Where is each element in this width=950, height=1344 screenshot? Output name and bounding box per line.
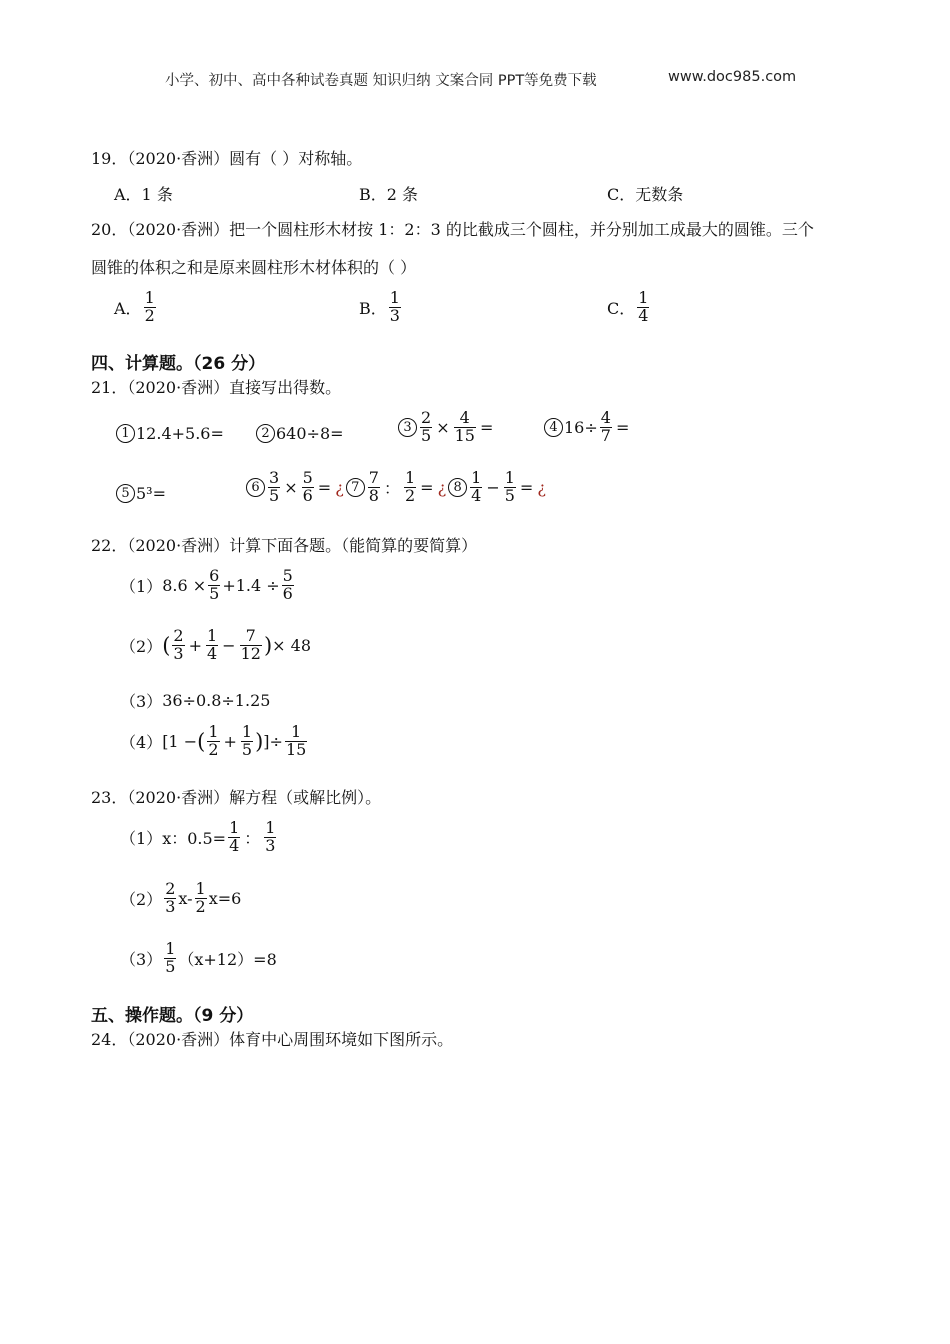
inverted-question-glyph: ¿ bbox=[335, 477, 344, 497]
frac-den: 2 bbox=[208, 739, 219, 759]
q21-item-8-frac1 bbox=[470, 470, 482, 505]
q21-item-2 bbox=[256, 423, 344, 443]
q20-option-c bbox=[607, 290, 651, 325]
part-label: （3） bbox=[120, 949, 163, 969]
ratio-sign: ： bbox=[244, 828, 261, 848]
part-label: （1） bbox=[120, 576, 163, 596]
fraction bbox=[285, 724, 307, 759]
frac-den: 5 bbox=[165, 956, 176, 976]
q19-option-b: B．2 条 bbox=[359, 185, 419, 204]
frac-num: 6 bbox=[209, 566, 220, 585]
frac-num: 7 bbox=[240, 628, 262, 646]
frac-num: 3 bbox=[269, 468, 280, 487]
equals-sign: = bbox=[615, 417, 630, 437]
part-label: （2） bbox=[120, 636, 163, 656]
frac-num: 2 bbox=[173, 626, 184, 645]
part-label: （4） bbox=[120, 732, 163, 752]
question-20-line1: 20．（2020·香洲）把一个圆柱形木材按 1：2：3 的比截成三个圆柱，并分别加工成最大的圆锥。三个 bbox=[91, 220, 814, 239]
inverted-question-glyph: ¿ bbox=[437, 477, 447, 497]
frac-num: 1 bbox=[471, 468, 482, 487]
expr-text: （x+12）=8 bbox=[178, 949, 277, 969]
frac-num: 1 bbox=[229, 818, 240, 837]
frac-den: 8 bbox=[368, 485, 379, 505]
q22-part-1 bbox=[120, 568, 296, 603]
q20-option-a-fraction bbox=[144, 290, 156, 325]
fraction bbox=[228, 820, 240, 855]
header-url[interactable]: www.doc985.com bbox=[668, 69, 797, 85]
question-19-text: 19．（2020·香洲）圆有（ ）对称轴。 bbox=[91, 149, 363, 168]
q21-item-7-frac1 bbox=[368, 470, 380, 505]
circled-number-8: 8 bbox=[448, 478, 467, 497]
times-sign: × bbox=[436, 417, 450, 437]
q21-item-2-expr: 640÷8= bbox=[276, 424, 344, 443]
frac-den: 4 bbox=[471, 485, 482, 505]
q20-option-a-label: A． bbox=[114, 298, 142, 318]
expr-text: +1.4 ÷ bbox=[222, 575, 280, 595]
frac-den: 2 bbox=[195, 896, 206, 916]
frac-den: 7 bbox=[600, 425, 611, 445]
frac-num: 1 bbox=[208, 722, 219, 741]
equals-sign: = bbox=[317, 477, 332, 497]
q21-item-5 bbox=[116, 483, 166, 503]
frac-den: 4 bbox=[206, 643, 218, 663]
frac-den: 5 bbox=[209, 583, 220, 603]
q19-option-a: A．1 条 bbox=[114, 185, 173, 204]
fraction bbox=[164, 881, 176, 916]
q20-option-b-label: B． bbox=[359, 298, 387, 318]
fraction bbox=[195, 881, 207, 916]
fraction bbox=[240, 628, 262, 663]
part-label: （1） bbox=[120, 828, 163, 848]
q21-item-6-frac2 bbox=[302, 470, 314, 505]
q21-item-6-frac1 bbox=[268, 470, 280, 505]
frac-den: 12 bbox=[240, 643, 261, 663]
times-sign: × bbox=[284, 477, 298, 497]
frac-den: 3 bbox=[165, 896, 176, 916]
circled-number-1: 1 bbox=[116, 424, 135, 443]
frac-den: 5 bbox=[269, 485, 280, 505]
q21-item-1 bbox=[116, 423, 224, 443]
frac-den: 3 bbox=[265, 835, 276, 855]
q22-part-2 bbox=[120, 628, 311, 663]
frac-num: 1 bbox=[241, 722, 253, 741]
frac-num: 1 bbox=[504, 468, 515, 487]
q20-a-num: 1 bbox=[144, 288, 155, 307]
paren-open: ( bbox=[197, 729, 206, 754]
frac-den: 5 bbox=[241, 739, 253, 759]
frac-den: 5 bbox=[504, 485, 515, 505]
frac-num: 4 bbox=[454, 410, 476, 428]
fraction bbox=[206, 628, 218, 663]
q23-part-3 bbox=[120, 941, 277, 976]
q21-item-7-frac2 bbox=[404, 470, 416, 505]
frac-num: 1 bbox=[285, 724, 307, 742]
q20-c-num: 1 bbox=[638, 288, 649, 307]
q21-item-3-frac1 bbox=[420, 410, 432, 445]
fraction bbox=[164, 941, 176, 976]
section-5-title: 五、操作题。（9 分） bbox=[91, 1006, 254, 1026]
q20-option-c-fraction bbox=[637, 290, 649, 325]
fraction bbox=[241, 724, 253, 759]
expr-text: × 48 bbox=[272, 635, 311, 655]
equals-sign: = bbox=[479, 417, 494, 437]
q20-b-num: 1 bbox=[389, 288, 400, 307]
header-banner: 小学、初中、高中各种试卷真题 知识归纳 文案合同 PPT等免费下载 bbox=[165, 73, 597, 89]
frac-num: 1 bbox=[265, 818, 276, 837]
part-label: （3） bbox=[120, 692, 163, 711]
q20-option-b-fraction bbox=[389, 290, 401, 325]
question-21-text: 21．（2020·香洲）直接写出得数。 bbox=[91, 378, 342, 397]
frac-num: 1 bbox=[165, 939, 176, 958]
circled-number-2: 2 bbox=[256, 424, 275, 443]
question-24-text: 24．（2020·香洲）体育中心周围环境如下图所示。 bbox=[91, 1030, 454, 1049]
q21-items-6-8 bbox=[246, 470, 548, 505]
paren-close: ) bbox=[255, 729, 264, 754]
circled-number-5: 5 bbox=[116, 484, 135, 503]
q23-part-1 bbox=[120, 820, 278, 855]
frac-den: 15 bbox=[285, 739, 307, 759]
frac-num: 2 bbox=[421, 408, 432, 427]
frac-num: 2 bbox=[165, 879, 176, 898]
question-22-text: 22．（2020·香洲）计算下面各题。（能简算的要简算） bbox=[91, 536, 478, 555]
paren-close: ) bbox=[263, 633, 273, 658]
minus-sign: − bbox=[486, 477, 500, 497]
q20-option-b bbox=[359, 290, 403, 325]
plus-sign: + bbox=[223, 731, 237, 751]
frac-num: 1 bbox=[404, 468, 416, 487]
q22-part-4 bbox=[120, 724, 309, 759]
q20-option-a bbox=[114, 290, 158, 325]
fraction bbox=[172, 628, 184, 663]
expr-text: 8.6 × bbox=[162, 575, 207, 595]
question-23-text: 23．（2020·香洲）解方程（或解比例）。 bbox=[91, 788, 382, 807]
fraction bbox=[207, 724, 219, 759]
q20-b-den: 3 bbox=[389, 305, 400, 325]
q21-item-4 bbox=[544, 410, 631, 445]
frac-den: 15 bbox=[454, 425, 475, 445]
frac-num: 1 bbox=[195, 879, 206, 898]
q21-item-1-expr: 12.4+5.6= bbox=[136, 424, 224, 443]
frac-num: 7 bbox=[368, 468, 379, 487]
q19-option-c: C．无数条 bbox=[607, 185, 684, 204]
expr-text: ]÷ bbox=[263, 731, 283, 751]
circled-number-3: 3 bbox=[398, 418, 417, 437]
minus-sign: − bbox=[222, 635, 236, 655]
q21-item-5-expr: 5³= bbox=[136, 484, 166, 503]
expr-text: [1 − bbox=[162, 731, 198, 751]
fraction bbox=[208, 568, 220, 603]
expr-text: x- bbox=[178, 888, 193, 908]
q21-item-3 bbox=[398, 410, 495, 445]
part-label: （2） bbox=[120, 889, 163, 909]
q22-part-3 bbox=[120, 689, 270, 712]
frac-num: 5 bbox=[282, 566, 293, 585]
frac-den: 2 bbox=[404, 485, 416, 505]
expr-text: 36÷0.8÷1.25 bbox=[162, 691, 271, 710]
q20-a-den: 2 bbox=[144, 305, 155, 325]
section-4-title: 四、计算题。（26 分） bbox=[91, 354, 266, 374]
q20-option-c-label: C． bbox=[607, 298, 636, 318]
frac-den: 5 bbox=[421, 425, 432, 445]
circled-number-6: 6 bbox=[246, 478, 265, 497]
q21-item-8-frac2 bbox=[504, 470, 516, 505]
q21-item-3-frac2 bbox=[454, 410, 476, 445]
circled-number-4: 4 bbox=[544, 418, 563, 437]
frac-num: 4 bbox=[600, 408, 611, 427]
q21-item-4-frac bbox=[600, 410, 612, 445]
frac-den: 3 bbox=[173, 643, 184, 663]
equals-sign: = bbox=[420, 477, 434, 497]
q23-part-2 bbox=[120, 881, 241, 916]
expr-text: x=6 bbox=[208, 888, 242, 908]
question-20-line2: 圆锥的体积之和是原来圆柱形木材体积的（ ） bbox=[91, 258, 417, 277]
frac-den: 6 bbox=[282, 583, 293, 603]
q20-c-den: 4 bbox=[638, 305, 649, 325]
fraction bbox=[264, 820, 276, 855]
fraction bbox=[282, 568, 294, 603]
frac-den: 4 bbox=[229, 835, 240, 855]
inverted-question-glyph: ¿ bbox=[537, 477, 546, 497]
frac-den: 6 bbox=[302, 485, 313, 505]
plus-sign: + bbox=[188, 635, 202, 655]
paren-open: ( bbox=[162, 633, 171, 658]
q21-item-4-prefix: 16÷ bbox=[564, 417, 598, 437]
expr-text: x：0.5= bbox=[162, 828, 227, 848]
ratio-sign: ： bbox=[383, 478, 400, 498]
frac-num: 1 bbox=[206, 626, 218, 645]
frac-num: 5 bbox=[302, 468, 313, 487]
equals-sign: = bbox=[519, 477, 534, 497]
circled-number-7: 7 bbox=[346, 478, 365, 497]
